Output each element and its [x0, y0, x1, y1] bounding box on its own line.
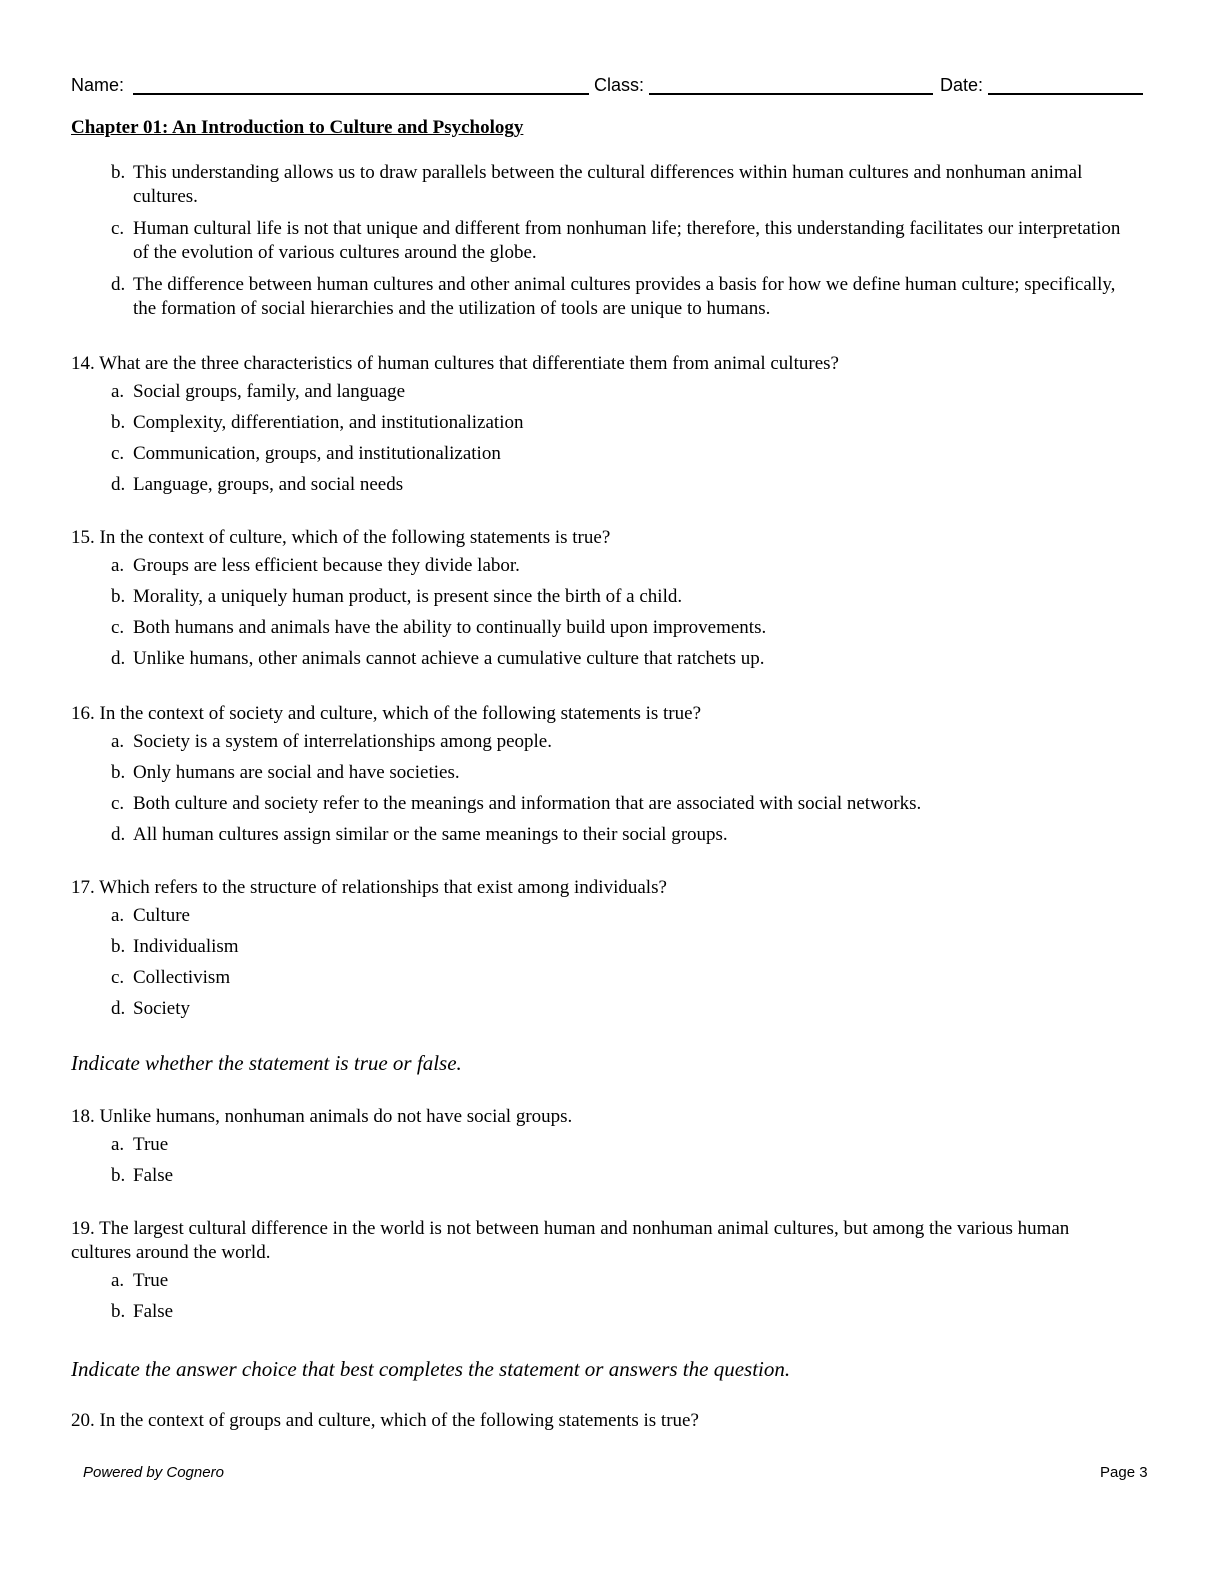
student-info-header: [71, 71, 1143, 97]
answer-option: c. Communication, groups, and institutionalization: [111, 443, 501, 464]
answer-option: b. Only humans are social and have societies.: [111, 762, 460, 783]
chapter-title: Chapter 01: An Introduction to Culture and Psychology: [71, 117, 524, 138]
answer-option: b. Morality, a uniquely human product, is present since the birth of a child.: [111, 586, 683, 607]
true-false-instructions: Indicate whether the statement is true or false.: [71, 1051, 462, 1075]
answer-option: b. This understanding allows us to draw parallels between the cultural differences within human cultures and nonhuman animal cultures.: [111, 162, 1083, 207]
answer-option: a. True: [111, 1270, 169, 1291]
question-15: [71, 526, 1131, 671]
answer-option: a. True: [111, 1134, 169, 1155]
answer-option: d. All human cultures assign similar or the same meanings to their social groups.: [111, 824, 728, 845]
answer-option: b. False: [111, 1165, 174, 1186]
question-text: 18. Unlike humans, nonhuman animals do not have social groups.: [71, 1106, 573, 1127]
answer-option: a. Groups are less efficient because they divide labor.: [111, 555, 520, 576]
question-20: [71, 1409, 1131, 1433]
question-16: [71, 702, 1131, 847]
question-13-continued: [71, 161, 1131, 321]
answer-option: c. Both culture and society refer to the meanings and information that are associated with social networks.: [111, 793, 922, 814]
question-text: 15. In the context of culture, which of the following statements is true?: [71, 527, 611, 548]
question-text: 16. In the context of society and culture, which of the following statements is true?: [71, 703, 701, 724]
powered-by-footer: Powered by Cognero: [83, 1464, 224, 1481]
question-text: 20. In the context of groups and culture, which of the following statements is true?: [71, 1410, 699, 1431]
answer-option: c. Both humans and animals have the ability to continually build upon improvements.: [111, 617, 767, 638]
date-blank: [988, 93, 1143, 95]
answer-option: d. The difference between human cultures and other animal cultures provides a basis for how we define human culture; specifically, the formation of social hierarchies and the utilization of tools are unique to humans.: [111, 274, 1116, 319]
multiple-choice-instructions: Indicate the answer choice that best completes the statement or answers the question.: [71, 1357, 791, 1381]
answer-option: a. Social groups, family, and language: [111, 381, 406, 402]
answer-option: c. Collectivism: [111, 967, 231, 988]
answer-option: b. Complexity, differentiation, and institutionalization: [111, 412, 524, 433]
answer-option: d. Language, groups, and social needs: [111, 474, 404, 495]
name-label: Name:: [71, 75, 125, 95]
question-14: [71, 352, 1131, 497]
answer-option: a. Culture: [111, 905, 190, 926]
question-text: 17. Which refers to the structure of relationships that exist among individuals?: [71, 877, 667, 898]
answer-option: b. Individualism: [111, 936, 239, 957]
question-text: 14. What are the three characteristics of human cultures that differentiate them from animal cultures?: [71, 353, 839, 374]
answer-option: b. False: [111, 1301, 174, 1322]
answer-option: a. Society is a system of interrelationships among people.: [111, 731, 552, 752]
class-label: Class:: [594, 75, 645, 95]
question-17: [71, 876, 1131, 1021]
question-text: 19. The largest cultural difference in the world is not between human and nonhuman animal cultures, but among the various human cultures around the world.: [71, 1218, 1070, 1263]
class-blank: [649, 93, 933, 95]
answer-option: c. Human cultural life is not that unique and different from nonhuman life; therefore, this understanding facilitates our interpretation of the evolution of various cultures around the globe.: [111, 218, 1121, 263]
answer-option: d. Society: [111, 998, 190, 1019]
question-18: [71, 1105, 1131, 1188]
answer-option: d. Unlike humans, other animals cannot achieve a cumulative culture that ratchets up.: [111, 648, 765, 669]
name-blank: [133, 93, 589, 95]
page-number: Page 3: [1100, 1464, 1148, 1481]
date-label: Date:: [940, 75, 984, 95]
question-19: [71, 1217, 1131, 1324]
